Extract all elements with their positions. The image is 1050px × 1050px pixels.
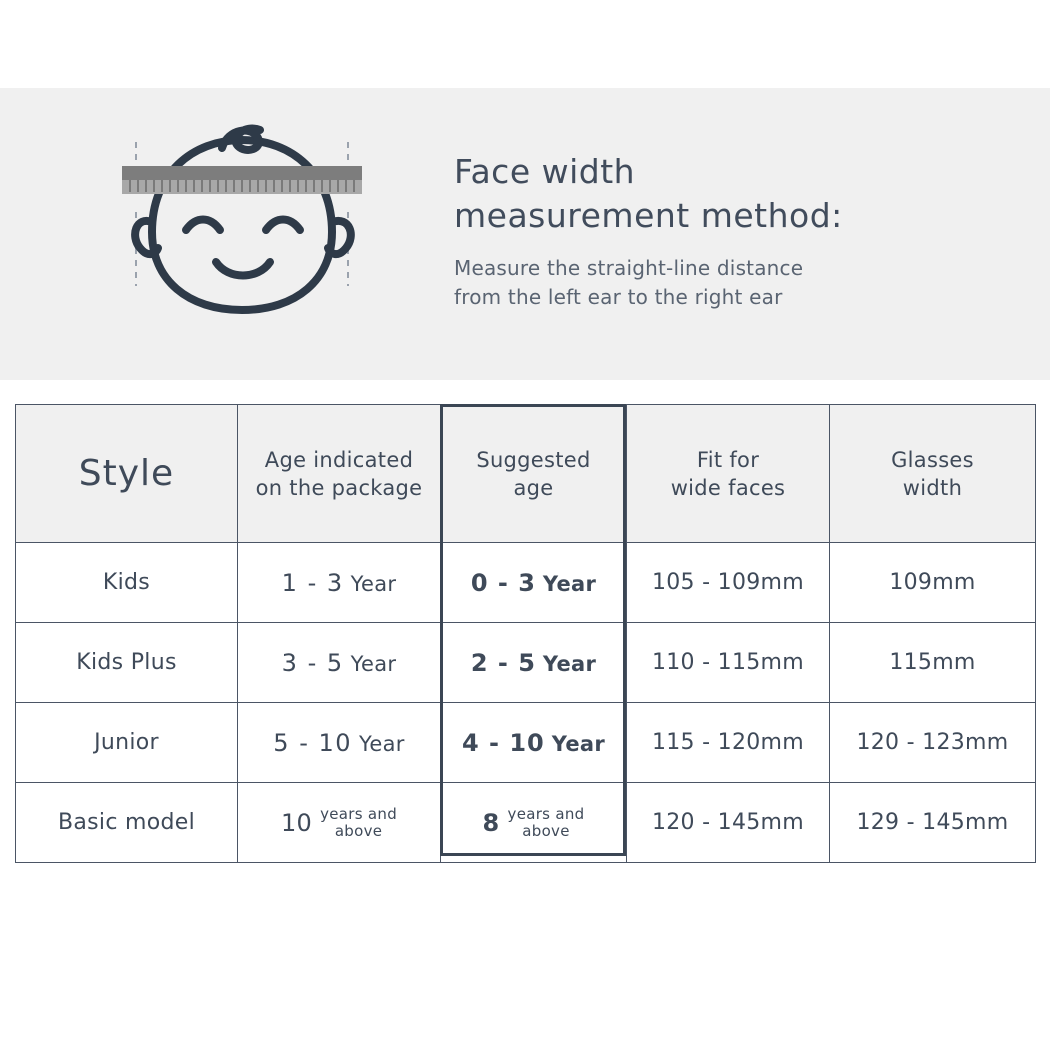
table-row xyxy=(16,543,1036,623)
cell-wide-faces: 105 - 109mm xyxy=(627,543,830,623)
suggested-age-unit-line1: years and xyxy=(507,804,585,823)
cell-package-age xyxy=(238,703,441,783)
table-row xyxy=(16,623,1036,703)
suggested-age-unit: Year xyxy=(542,651,597,676)
suggested-age-unit: Year xyxy=(542,571,597,596)
suggested-age-unit-line2: above xyxy=(522,821,570,840)
table-header-row xyxy=(16,405,1036,543)
header-wide-faces-line2: wide faces xyxy=(670,475,786,500)
header-glasses-width-line1: Glasses xyxy=(891,447,974,472)
cell-style: Junior xyxy=(16,703,238,783)
package-age-range: 1 - 3 xyxy=(281,568,344,597)
header-banner xyxy=(0,88,1050,380)
table-row xyxy=(16,783,1036,863)
header-style: Style xyxy=(16,405,238,543)
cell-package-age xyxy=(238,783,441,863)
table-header xyxy=(16,405,1036,543)
suggested-age-range: 8 xyxy=(482,808,500,837)
header-suggested-age xyxy=(441,405,627,543)
header-subtitle-line1: Measure the straight-line distance xyxy=(454,256,804,280)
suggested-age-unit: Year xyxy=(551,731,606,756)
package-age-unit-line1: years and xyxy=(320,804,398,823)
package-age-unit-line2: above xyxy=(334,821,383,840)
package-age-range: 3 - 5 xyxy=(281,648,344,677)
header-glasses-width-line2: width xyxy=(902,475,963,500)
suggested-age-range: 0 - 3 xyxy=(470,568,536,597)
package-age-unit: Year xyxy=(350,651,397,676)
header-title-line1: Face width xyxy=(454,152,636,191)
header-wide-faces-line1: Fit for xyxy=(696,447,760,472)
cell-wide-faces: 110 - 115mm xyxy=(627,623,830,703)
table-row xyxy=(16,703,1036,783)
package-age-unit: Year xyxy=(350,571,397,596)
header-package-age xyxy=(238,405,441,543)
header-wide-faces xyxy=(627,405,830,543)
header-package-age-line1: Age indicated xyxy=(264,447,414,472)
cell-glasses-width: 120 - 123mm xyxy=(830,703,1036,783)
header-glasses-width xyxy=(830,405,1036,543)
package-age-range: 10 xyxy=(280,808,313,837)
header-title-line2: measurement method: xyxy=(454,196,843,235)
size-chart-table xyxy=(15,404,1036,863)
header-suggested-age-line1: Suggested xyxy=(476,447,591,472)
cell-package-age xyxy=(238,543,441,623)
cell-suggested-age xyxy=(441,543,627,623)
cell-style: Kids xyxy=(16,543,238,623)
size-chart-table-wrapper xyxy=(15,404,1035,863)
cell-suggested-age xyxy=(441,623,627,703)
cell-style: Basic model xyxy=(16,783,238,863)
cell-suggested-age xyxy=(441,783,627,863)
header-suggested-age-line2: age xyxy=(513,475,554,500)
cell-suggested-age xyxy=(441,703,627,783)
child-face-with-ruler-icon xyxy=(110,104,430,364)
package-age-range: 5 - 10 xyxy=(273,728,353,757)
cell-glasses-width: 115mm xyxy=(830,623,1036,703)
cell-style: Kids Plus xyxy=(16,623,238,703)
table-body xyxy=(16,543,1036,863)
cell-glasses-width: 129 - 145mm xyxy=(830,783,1036,863)
suggested-age-range: 4 - 10 xyxy=(461,728,545,757)
cell-wide-faces: 115 - 120mm xyxy=(627,703,830,783)
header-subtitle-line2: from the left ear to the right ear xyxy=(454,285,783,309)
cell-wide-faces: 120 - 145mm xyxy=(627,783,830,863)
cell-package-age xyxy=(238,623,441,703)
cell-glasses-width: 109mm xyxy=(830,543,1036,623)
suggested-age-range: 2 - 5 xyxy=(470,648,536,677)
header-package-age-line2: on the package xyxy=(255,475,423,500)
package-age-unit: Year xyxy=(359,731,405,756)
header-text-block xyxy=(454,150,843,318)
